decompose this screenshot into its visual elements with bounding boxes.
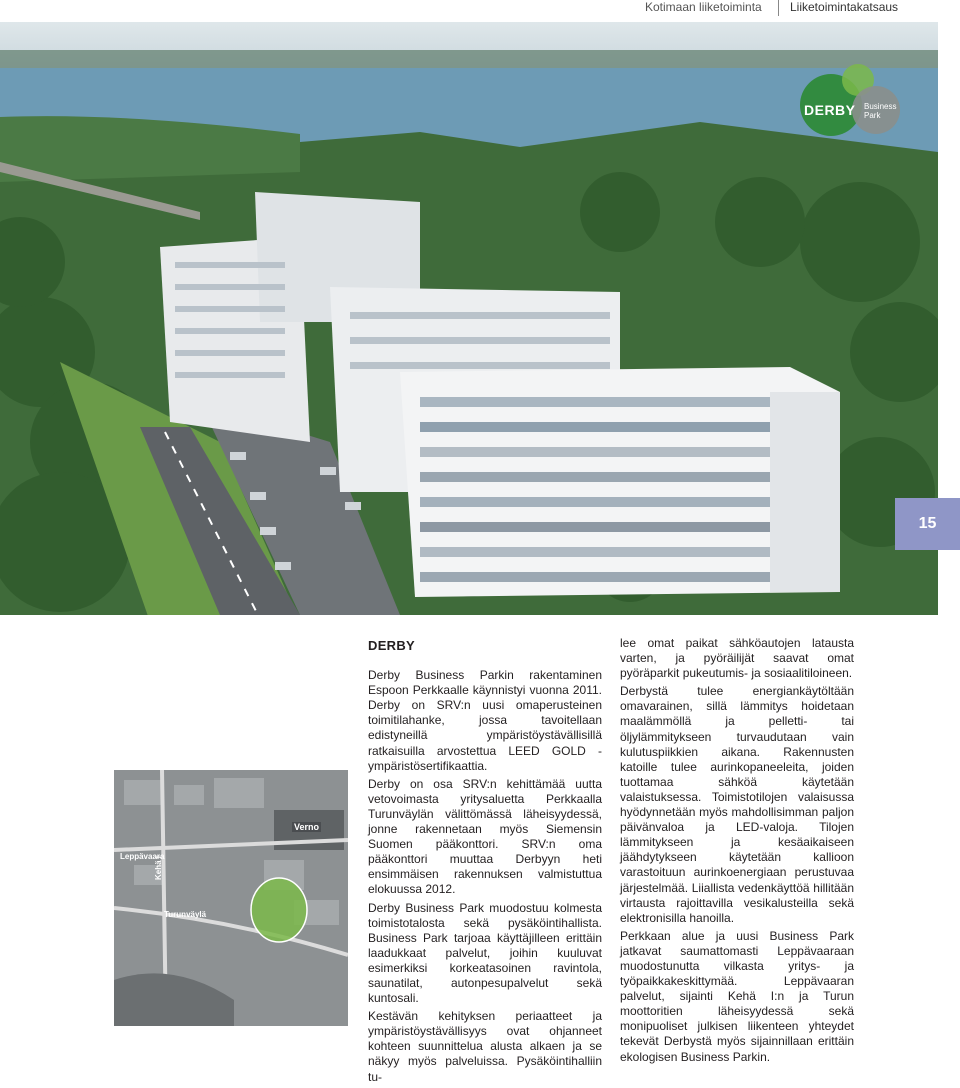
page-number: 15 xyxy=(895,498,960,550)
paragraph: Perkkaan alue ja uusi Business Park jatkavat saumattomasti Leppävaaraan muodostunutta vilkasta yritys- ja työpaikkakeskittymää. Leppävaaran palvelut, sijainti Kehä I:n ja Turun moottoritien läheisyydessä sekä monipuoliset julkisen liikenteen yhteydet tekevät Derbystä myös sijainnillaan erittäin ekologisen Business Parkin. xyxy=(620,928,854,1064)
building-illustration xyxy=(0,22,938,615)
page-header xyxy=(0,0,960,20)
paragraph: Derby Business Parkin rakentaminen Espoon Perkkaalle käynnistyi vuonna 2011. Derby on SRV:n uusi omaperusteinen toimitilahanke, jossa tavoitellaan edistyneillä ympäristöystävällisillä ratkaisuilla arvostettua LEED GOLD -ympäristösertifikaattia. xyxy=(368,668,602,773)
map-illustration xyxy=(114,770,348,1026)
logo-tagline: Business Park xyxy=(864,102,897,120)
section-title: Kotimaan liiketoiminta xyxy=(645,0,762,14)
hero-rendering xyxy=(0,22,938,615)
map-label-leppavaara: Leppävaara xyxy=(120,852,165,861)
article-heading: DERBY xyxy=(368,638,416,653)
logo-name: DERBY xyxy=(804,102,856,118)
map-label-turunvayla: Turunväylä xyxy=(164,910,207,919)
paragraph: Derbystä tulee energiankäytöltään omavarainen, sillä lämmitys hoidetaan maalämmöllä ja pelletti- tai öljylämmitykseen turvaudutaan vain kulutuspiikkien aikana. Rakennusten katoille tulee aurinkopaneeleita, joiden tuottamaa sähköä käytetään valaistuksessa. Toimistotilojen valaisussa hyödynnetään myös mahdollisimman paljon päivänvaloa ja LED-valoja. Tilojen lämmitykseen ja kesäaikaiseen jäähdytykseen käytetään kallioon varastoituun aurinkoenergiaan perustuvaa järjestelmää. Liiallista vedenkäyttöä hillitään virtausta rajoittavilla vesikalusteilla sekä elektronisilla hanoilla. xyxy=(620,684,854,925)
article-column-1 xyxy=(368,638,602,1088)
header-divider xyxy=(778,0,779,16)
article-column-2 xyxy=(620,636,854,1068)
derby-business-park-logo xyxy=(800,64,905,144)
paragraph: Derby on osa SRV:n kehittämää uutta vetovoimasta yritysaluetta Perkkaalla Turunväylän välittömässä läheisyydessä, jonne rakennetaan myös Siemensin Suomen pääkonttori. SRV:n oma pääkonttori muuttaa Derbyyn heti ensimmäisen rakennuksen valmistuttua elokuussa 2012. xyxy=(368,776,602,897)
paragraph: Kestävän kehityksen periaatteet ja ympäristöystävällisyys ovat ohjanneet kohteen suunnittelua alusta alkaen ja se näkyy myös palveluissa. Pysäköintihalliin tu- xyxy=(368,1009,602,1084)
paragraph: lee omat paikat sähköautojen latausta varten, ja pyöräilijät saavat omat pyöräparkit pukeutumis- ja sosiaalitiloineen. xyxy=(620,636,854,681)
map-label-kehai: Kehä I xyxy=(154,855,163,880)
subsection-title: Liiketoimintakatsaus xyxy=(790,0,899,14)
map-label-verno: Verno xyxy=(294,822,320,832)
paragraph: Derby Business Park muodostuu kolmesta toimistotalosta sekä pysäköintihallista. Business Park tarjoaa käyttäjilleen erittäin laadukkaat palvelut, joihin kuuluvat esimerkiksi korkeatasoinen ravintola, saunatilat, autonpesupalvelut sekä kuntosali. xyxy=(368,900,602,1006)
location-map xyxy=(114,770,348,1026)
